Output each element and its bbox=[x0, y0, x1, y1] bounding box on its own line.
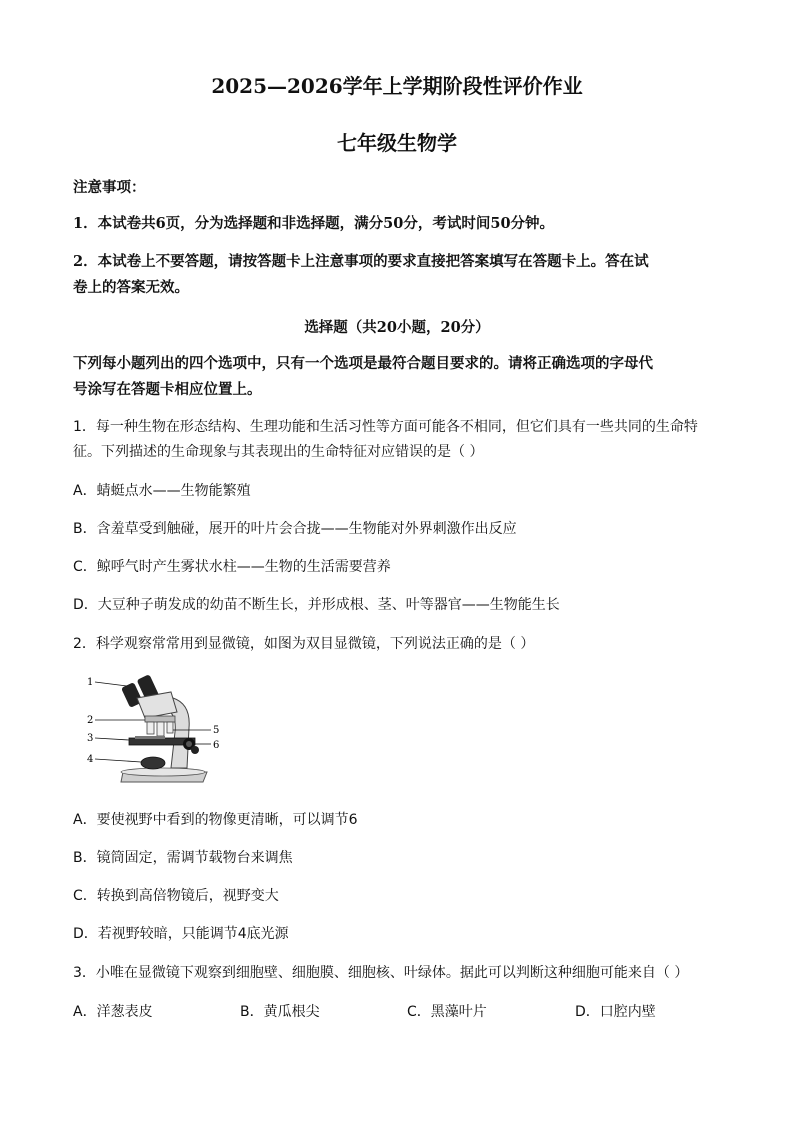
q2-option-a: A．要使视野中看到的物像更清晰，可以调节6 bbox=[73, 812, 358, 828]
microscope-figure bbox=[85, 668, 235, 788]
q2-stem: 2．科学观察常常用到显微镜，如图为双目显微镜，下列说法正确的是（ ） bbox=[73, 636, 535, 652]
notice-heading: 注意事项： bbox=[73, 179, 146, 196]
exam-title: 2025—2026学年上学期阶段性评价作业 bbox=[211, 74, 583, 98]
q3-option-c: C．黑藻叶片 bbox=[407, 1004, 487, 1020]
figure-label-3: 3 bbox=[87, 733, 94, 744]
q1-option-b: B．含羞草受到触碰，展开的叶片会合拢——生物能对外界刺激作出反应 bbox=[73, 521, 517, 537]
q1-option-d: D．大豆种子萌发成的幼苗不断生长，并形成根、茎、叶等器官——生物能生长 bbox=[73, 597, 560, 613]
q3-option-d: D．口腔内壁 bbox=[575, 1004, 656, 1020]
q3-option-a: A．洋葱表皮 bbox=[73, 1004, 153, 1020]
notice-item-2: 2．本试卷上不要答题，请按答题卡上注意事项的要求直接把答案填写在答题卡上。答在试 bbox=[73, 253, 649, 270]
q1-stem-cont: 征。下列描述的生命现象与其表现出的生命特征对应错误的是（ ） bbox=[73, 444, 484, 460]
exam-subject: 七年级生物学 bbox=[337, 131, 457, 155]
section-instruction-cont: 号涂写在答题卡相应位置上。 bbox=[73, 381, 262, 398]
section-title: 选择题（共20小题，20分） bbox=[304, 319, 490, 336]
notice-item-2-cont: 卷上的答案无效。 bbox=[73, 279, 189, 296]
q3-option-b: B．黄瓜根尖 bbox=[240, 1004, 320, 1020]
q1-option-a: A．蜻蜓点水——生物能繁殖 bbox=[73, 483, 251, 499]
q2-option-d: D．若视野较暗，只能调节4底光源 bbox=[73, 926, 289, 942]
q2-option-c: C．转换到高倍物镜后，视野变大 bbox=[73, 888, 279, 904]
figure-label-6: 6 bbox=[213, 740, 220, 751]
notice-item-1: 1．本试卷共6页，分为选择题和非选择题，满分50分，考试时间50分钟。 bbox=[73, 215, 555, 232]
figure-label-1: 1 bbox=[87, 677, 94, 688]
q1-option-c: C．鲸呼气时产生雾状水柱——生物的生活需要营养 bbox=[73, 559, 391, 575]
figure-label-4: 4 bbox=[87, 754, 94, 765]
q2-option-b: B．镜筒固定，需调节载物台来调焦 bbox=[73, 850, 293, 866]
figure-label-5: 5 bbox=[213, 725, 220, 736]
q1-stem: 1．每一种生物在形态结构、生理功能和生活习性等方面可能各不相同，但它们具有一些共同的生命特 bbox=[73, 419, 698, 435]
q3-stem: 3．小唯在显微镜下观察到细胞壁、细胞膜、细胞核、叶绿体。据此可以判断这种细胞可能来自（ ） bbox=[73, 965, 689, 981]
section-instruction: 下列每小题列出的四个选项中，只有一个选项是最符合题目要求的。请将正确选项的字母代 bbox=[73, 355, 653, 372]
figure-label-2: 2 bbox=[87, 715, 94, 726]
